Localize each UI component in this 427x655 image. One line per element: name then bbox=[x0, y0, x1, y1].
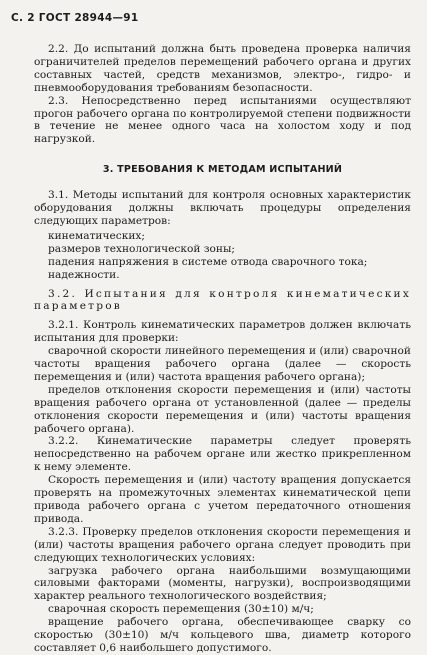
paragraph-3-2-3-b: сварочная скорость перемещения (30±10) м/ч; bbox=[48, 603, 314, 616]
paragraph-3-2-3-c: вращение рабочего органа, обеспечивающее сварку со скоростью (30±10) м/ч кольцевого шва, диаметр которого составляет 0,6 наибольшего допустимого. bbox=[34, 616, 411, 654]
paragraph-3-2-2-b: Скорость перемещения и (или) частоту вращения допускается проверять на промежуточных элементах кинематической цепи привода рабочего органа с учетом передаточного отношения привода. bbox=[34, 474, 411, 525]
list-item: падения напряжения в системе отвода сварочного тока; bbox=[48, 255, 368, 268]
page-header: С. 2 ГОСТ 28944—91 bbox=[11, 12, 139, 24]
paragraph-3-2-1: 3.2.1. Контроль кинематических параметров должен включать испытания для проверки: bbox=[34, 319, 411, 345]
paragraph-3-2-1-a: сварочной скорости линейного перемещения и (или) сварочной частоты вращения рабочего органа (далее — скорость перемещения и (или) частота вращения рабочего органа); bbox=[34, 345, 411, 383]
paragraph-3-1: 3.1. Методы испытаний для контроля основных характеристик оборудования должны включать процедуры определения следующих параметров: bbox=[34, 189, 411, 227]
paragraph-2-3: 2.3. Непосредственно перед испытаниями осуществляют прогон рабочего органа по контролируемой степени подвижности в течение не менее одного часа на холостом ходу и под нагрузкой. bbox=[34, 94, 411, 146]
list-item: кинематических; bbox=[48, 229, 145, 242]
list-item: надежности. bbox=[48, 268, 120, 281]
paragraph-3-2-3-a: загрузка рабочего органа наибольшими возмущающими силовыми факторами (моменты, нагрузки), воспроизводящими характер реального технологического воздействия; bbox=[34, 564, 411, 603]
list-item: размеров технологической зоны; bbox=[48, 242, 235, 255]
section-3-title: 3. ТРЕБОВАНИЯ К МЕТОДАМ ИСПЫТАНИЙ bbox=[102, 164, 343, 176]
paragraph-3-2: 3.2. Испытания для контроля кинематических параметров bbox=[34, 287, 411, 313]
paragraph-2-2: 2.2. До испытаний должна быть проведена проверка наличия ограничителей пределов перемещений рабочего органа и других составных частей, средств механизмов, электро-, гидро- и пневмооборудования требованиям безопасности. bbox=[34, 43, 411, 94]
paragraph-3-2-2: 3.2.2. Кинематические параметры следует проверять непосредственно на рабочем органе или жестко прикрепленном к нему элементе. bbox=[34, 435, 411, 474]
paragraph-3-2-3: 3.2.3. Проверку пределов отклонения скорости перемещения и (или) частоты вращения рабочего органа следует проводить при следующих технологических условиях: bbox=[34, 525, 411, 564]
paragraph-3-2-1-b: пределов отклонения скорости перемещения и (или) частоты вращения рабочего органа от установленной (далее — пределы отклонения скорости перемещения и (или) частоты вращения рабочего органа). bbox=[34, 383, 411, 435]
document-body bbox=[34, 43, 411, 655]
parameters-list bbox=[34, 230, 411, 282]
